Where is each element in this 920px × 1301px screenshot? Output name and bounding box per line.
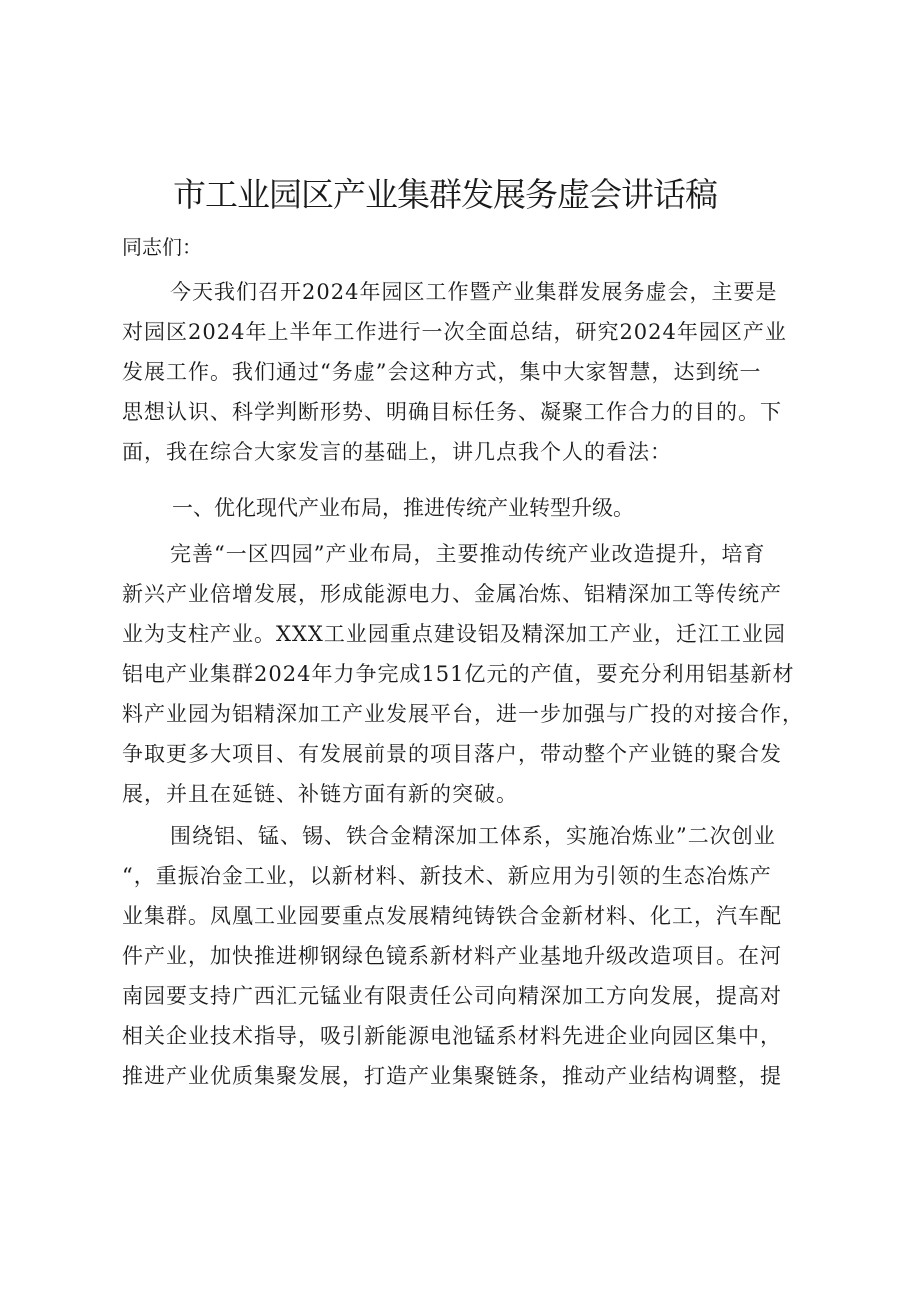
paragraph-line: 展，并且在延链、补链方面有新的突破。 bbox=[122, 782, 518, 806]
paragraph-line: 围绕铝、锰、锡、铁合金精深加工体系，实施冶炼业”二次创业 bbox=[170, 824, 776, 848]
paragraph-line: 业集群。凤凰工业园要重点发展精纯铸铁合金新材料、化工，汽车配 bbox=[122, 904, 782, 928]
paragraph-line: 对园区2024年上半年工作进行一次全面总结，研究2024年园区产业 bbox=[122, 320, 787, 344]
paragraph-line: 完善“一区四园”产业布局，主要推动传统产业改造提升，培育 bbox=[170, 542, 766, 566]
section-heading-1: 一、优化现代产业布局，推进传统产业转型升级。 bbox=[172, 496, 634, 520]
paragraph-line: 思想认识、科学判断形势、明确目标任务、凝聚工作合力的目的。下 bbox=[122, 400, 782, 424]
paragraph-line: 南园要支持广西汇元锰业有限责任公司向精深加工方向发展，提高对 bbox=[122, 984, 782, 1008]
paragraph-intro bbox=[122, 272, 812, 472]
paragraph-line: 业为支柱产业。XXX工业园重点建设铝及精深加工产业，迁江工业园 bbox=[122, 622, 786, 646]
paragraph-industry-layout bbox=[122, 534, 812, 814]
paragraph-line: 件产业，加快推进柳钢绿色镜系新材料产业基地升级改造项目。在河 bbox=[122, 944, 782, 968]
paragraph-metallurgy bbox=[122, 816, 812, 1096]
paragraph-line: 推进产业优质集聚发展，打造产业集聚链条，推动产业结构调整，提 bbox=[122, 1064, 782, 1088]
document-title: 市工业园区产业集群发展务虚会讲话稿 bbox=[173, 175, 717, 214]
paragraph-line: 发展工作。我们通过“务虚”会这种方式，集中大家智慧，达到统一 bbox=[122, 360, 762, 384]
paragraph-line: 新兴产业倍增发展，形成能源电力、金属冶炼、铝精深加工等传统产 bbox=[122, 582, 782, 606]
paragraph-line: 铝电产业集群2024年力争完成151亿元的产值，要充分利用铝基新材 bbox=[122, 662, 795, 686]
salutation: 同志们： bbox=[122, 235, 202, 259]
paragraph-line: 今天我们召开2024年园区工作暨产业集群发展务虚会，主要是 bbox=[170, 280, 778, 304]
paragraph-line: “，重振冶金工业，以新材料、新技术、新应用为引领的生态冶炼产 bbox=[122, 864, 772, 888]
paragraph-line: 争取更多大项目、有发展前景的项目落户，带动整个产业链的聚合发 bbox=[122, 742, 782, 766]
paragraph-line: 料产业园为铝精深加工产业发展平台，进一步加强与广投的对接合作， bbox=[122, 702, 804, 726]
paragraph-line: 面，我在综合大家发言的基础上，讲几点我个人的看法： bbox=[122, 440, 672, 464]
paragraph-line: 相关企业技术指导，吸引新能源电池锰系材料先进企业向园区集中， bbox=[122, 1024, 782, 1048]
